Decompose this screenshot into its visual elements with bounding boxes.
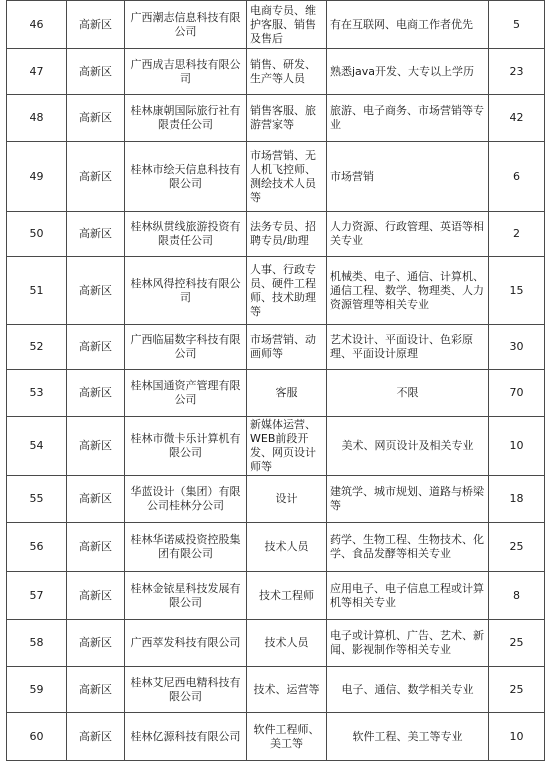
requirements-cell: 美术、网页设计及相关专业	[327, 417, 489, 476]
requirements-cell: 人力资源、行政管理、英语等相关专业	[327, 212, 489, 257]
row-number: 52	[7, 325, 67, 370]
table-row	[7, 417, 545, 476]
requirements-cell: 软件工程、美工等专业	[327, 713, 489, 761]
headcount-cell: 15	[489, 257, 545, 325]
table-row	[7, 476, 545, 523]
company-cell: 桂林华诺威投资控股集团有限公司	[125, 523, 247, 572]
company-cell: 广西潮志信息科技有限公司	[125, 1, 247, 49]
job-listing-table	[6, 0, 545, 761]
row-number: 56	[7, 523, 67, 572]
company-cell: 桂林风得控科技有限公司	[125, 257, 247, 325]
job-table-body	[7, 1, 545, 761]
row-number: 49	[7, 142, 67, 212]
requirements-cell: 艺术设计、平面设计、色彩原理、平面设计原理	[327, 325, 489, 370]
positions-cell: 客服	[247, 370, 327, 417]
requirements-cell: 电子、通信、数学相关专业	[327, 667, 489, 713]
table-row	[7, 1, 545, 49]
district-cell: 高新区	[67, 713, 125, 761]
district-cell: 高新区	[67, 95, 125, 142]
positions-cell: 法务专员、招聘专员/助理	[247, 212, 327, 257]
headcount-cell: 6	[489, 142, 545, 212]
requirements-cell: 机械类、电子、通信、计算机、通信工程、数学、物理类、人力资源管理等相关专业	[327, 257, 489, 325]
headcount-cell: 25	[489, 620, 545, 667]
headcount-cell: 25	[489, 523, 545, 572]
headcount-cell: 70	[489, 370, 545, 417]
requirements-cell: 药学、生物工程、生物技术、化学、食品发酵等相关专业	[327, 523, 489, 572]
district-cell: 高新区	[67, 417, 125, 476]
positions-cell: 技术工程师	[247, 572, 327, 620]
company-cell: 桂林艾尼西电精科技有限公司	[125, 667, 247, 713]
positions-cell: 设计	[247, 476, 327, 523]
headcount-cell: 23	[489, 49, 545, 95]
headcount-cell: 25	[489, 667, 545, 713]
table-row	[7, 49, 545, 95]
headcount-cell: 42	[489, 95, 545, 142]
company-cell: 桂林纵贯线旅游投资有限责任公司	[125, 212, 247, 257]
headcount-cell: 30	[489, 325, 545, 370]
positions-cell: 软件工程师、美工等	[247, 713, 327, 761]
district-cell: 高新区	[67, 523, 125, 572]
requirements-cell: 电子或计算机、广告、艺术、新闻、影视制作等相关专业	[327, 620, 489, 667]
row-number: 60	[7, 713, 67, 761]
company-cell: 桂林市绘天信息科技有限公司	[125, 142, 247, 212]
row-number: 48	[7, 95, 67, 142]
district-cell: 高新区	[67, 370, 125, 417]
company-cell: 广西临届数字科技有限公司	[125, 325, 247, 370]
table-row	[7, 95, 545, 142]
positions-cell: 新媒体运营、WEB前段开发、网页设计师等	[247, 417, 327, 476]
row-number: 46	[7, 1, 67, 49]
table-row	[7, 370, 545, 417]
positions-cell: 销售客服、旅游营家等	[247, 95, 327, 142]
positions-cell: 技术、运营等	[247, 667, 327, 713]
row-number: 55	[7, 476, 67, 523]
table-row	[7, 713, 545, 761]
row-number: 47	[7, 49, 67, 95]
company-cell: 桂林市微卡乐计算机有限公司	[125, 417, 247, 476]
row-number: 58	[7, 620, 67, 667]
company-cell: 桂林金铱星科技发展有限公司	[125, 572, 247, 620]
positions-cell: 市场营销、无人机飞控师、测绘技术人员等	[247, 142, 327, 212]
headcount-cell: 10	[489, 713, 545, 761]
requirements-cell: 建筑学、城市规划、道路与桥梁等	[327, 476, 489, 523]
district-cell: 高新区	[67, 49, 125, 95]
district-cell: 高新区	[67, 325, 125, 370]
row-number: 54	[7, 417, 67, 476]
positions-cell: 市场营销、动画师等	[247, 325, 327, 370]
table-row	[7, 212, 545, 257]
headcount-cell: 5	[489, 1, 545, 49]
district-cell: 高新区	[67, 572, 125, 620]
table-row	[7, 620, 545, 667]
requirements-cell: 市场营销	[327, 142, 489, 212]
table-row	[7, 325, 545, 370]
row-number: 59	[7, 667, 67, 713]
district-cell: 高新区	[67, 620, 125, 667]
positions-cell: 电商专员、维护客服、销售及售后	[247, 1, 327, 49]
row-number: 50	[7, 212, 67, 257]
row-number: 57	[7, 572, 67, 620]
positions-cell: 技术人员	[247, 523, 327, 572]
positions-cell: 技术人员	[247, 620, 327, 667]
headcount-cell: 18	[489, 476, 545, 523]
row-number: 51	[7, 257, 67, 325]
headcount-cell: 2	[489, 212, 545, 257]
requirements-cell: 熟悉java开发、大专以上学历	[327, 49, 489, 95]
company-cell: 华蓝设计（集团）有限公司桂林分公司	[125, 476, 247, 523]
district-cell: 高新区	[67, 212, 125, 257]
company-cell: 桂林康朝国际旅行社有限责任公司	[125, 95, 247, 142]
requirements-cell: 旅游、电子商务、市场营销等专业	[327, 95, 489, 142]
table-row	[7, 142, 545, 212]
table-row	[7, 257, 545, 325]
requirements-cell: 不限	[327, 370, 489, 417]
table-row	[7, 667, 545, 713]
positions-cell: 人事、行政专员、硬件工程师、技术助理等	[247, 257, 327, 325]
headcount-cell: 10	[489, 417, 545, 476]
company-cell: 广西成吉思科技有限公司	[125, 49, 247, 95]
job-table-container	[6, 0, 544, 761]
district-cell: 高新区	[67, 142, 125, 212]
district-cell: 高新区	[67, 1, 125, 49]
requirements-cell: 有在互联网、电商工作者优先	[327, 1, 489, 49]
district-cell: 高新区	[67, 667, 125, 713]
district-cell: 高新区	[67, 257, 125, 325]
district-cell: 高新区	[67, 476, 125, 523]
table-row	[7, 523, 545, 572]
headcount-cell: 8	[489, 572, 545, 620]
company-cell: 广西萃发科技有限公司	[125, 620, 247, 667]
requirements-cell: 应用电子、电子信息工程或计算机等相关专业	[327, 572, 489, 620]
positions-cell: 销售、研发、生产等人员	[247, 49, 327, 95]
row-number: 53	[7, 370, 67, 417]
table-row	[7, 572, 545, 620]
company-cell: 桂林国通资产管理有限公司	[125, 370, 247, 417]
company-cell: 桂林亿源科技有限公司	[125, 713, 247, 761]
